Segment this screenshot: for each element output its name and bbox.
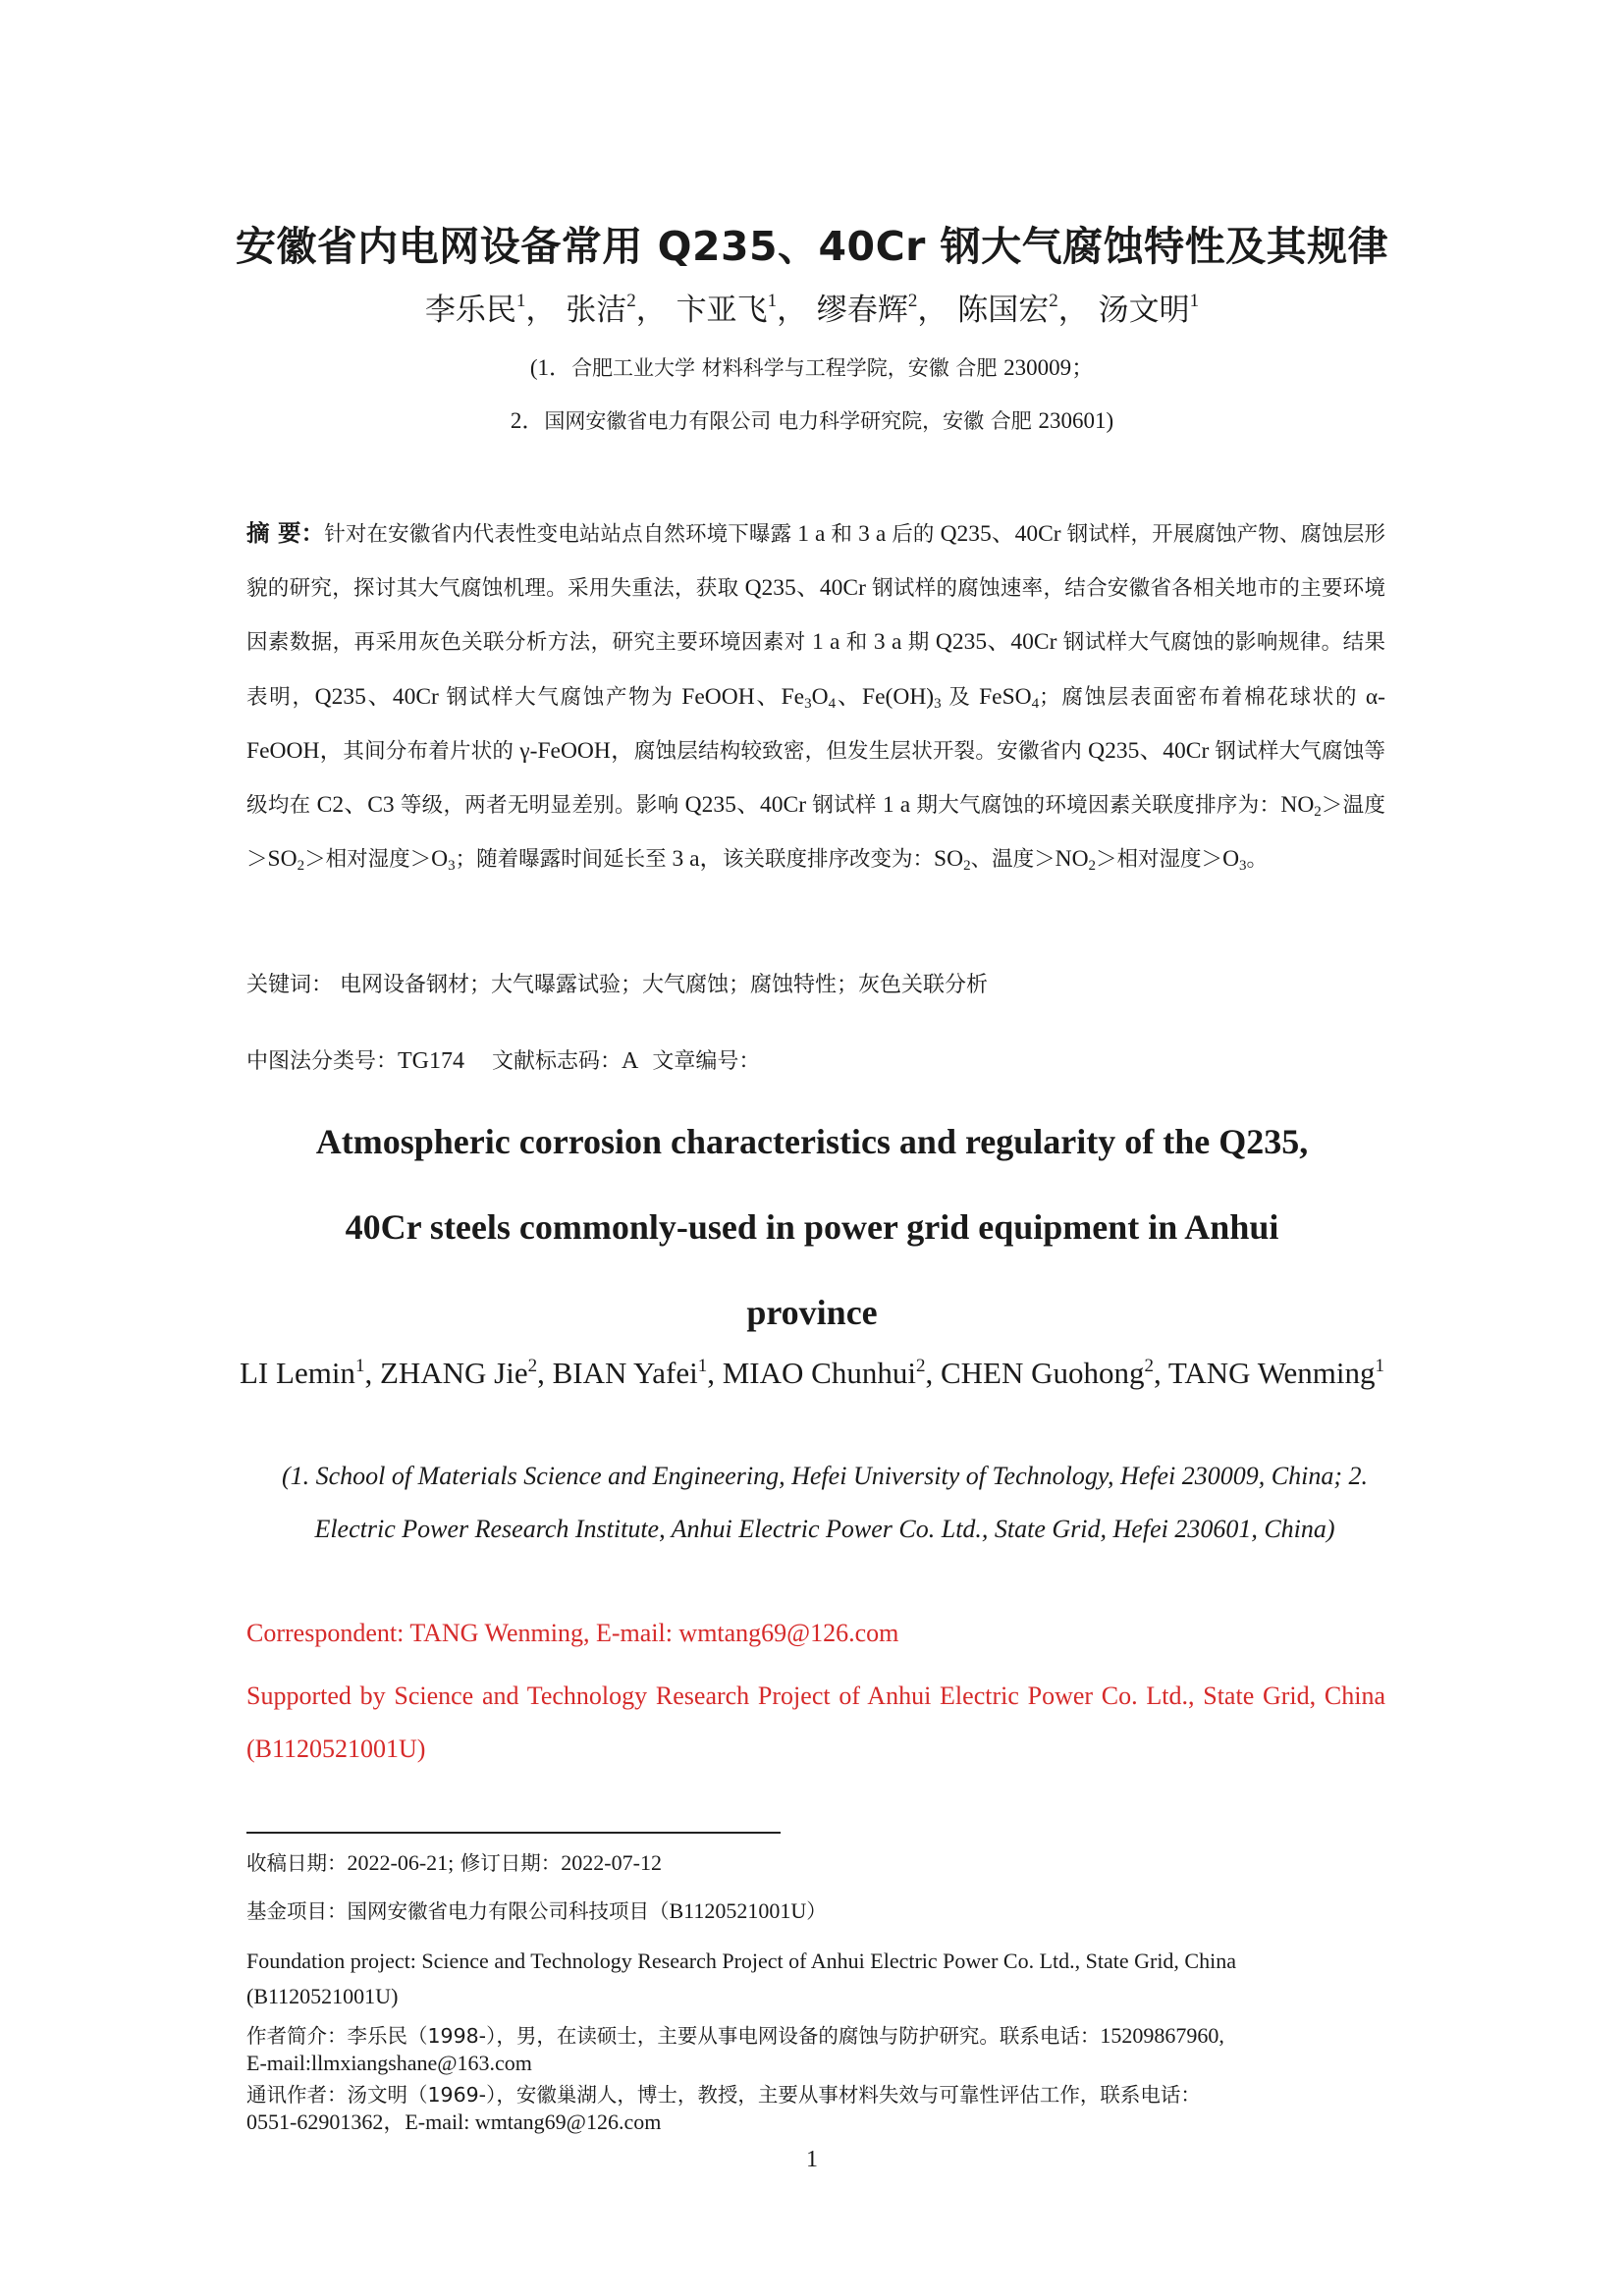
cn-author-sup: 1 xyxy=(515,291,526,311)
en-author: ZHANG Jie xyxy=(379,1356,528,1390)
cn-author-sup: 2 xyxy=(626,291,636,311)
footnote-fund: 基金项目：国网安徽省电力有限公司科技项目（B1120521001U） xyxy=(246,1898,827,1923)
cn-affiliation-2: 2．国网安徽省电力有限公司 电力科学研究院，安徽 合肥 230601) xyxy=(510,408,1114,433)
en-author: CHEN Guohong xyxy=(940,1356,1145,1390)
footnote-corr-intro: 通讯作者：汤文明（1969-），安徽巢湖人，博士，教授，主要从事材料失效与可靠性评估工作，联系电话： 0551-62901362，E-mail: wmtang69@126.com xyxy=(246,2083,1201,2134)
cn-author-sup: 1 xyxy=(767,291,778,311)
cn-keywords: 关键词： 电网设备钢材；大气曝露试验；大气腐蚀；腐蚀特性；灰色关联分析 xyxy=(246,973,988,997)
page-number: 1 xyxy=(806,2147,818,2172)
footnote-rule xyxy=(246,1832,781,1834)
cn-author-list: 李乐民$^1$， 张洁$^2$， 卞亚飞$^1$， 缪春辉$^2$， 陈国宏$^2$， 汤文明$^1$ xyxy=(424,291,1200,328)
cn-author: 陈国宏 xyxy=(957,293,1050,328)
cn-author-sup: 1 xyxy=(1189,291,1200,311)
cn-author: 张洁 xyxy=(566,293,627,328)
en-author: LI Lemin xyxy=(240,1356,355,1390)
cn-title: 安徽省内电网设备常用 Q235、40Cr 钢大气腐蚀特性及其规律 xyxy=(235,223,1389,270)
cn-author-sup: 2 xyxy=(907,291,918,311)
correspondent-line: Correspondent: TANG Wenming, E-mail: wmtang69@126.com xyxy=(246,1619,899,1647)
en-affiliation: (1. School of Materials Science and Engineering, Hefei University of Technology, Hefei 230009, China; 2. Electric Power Research Institute, Anhui Electric Power Co. Ltd., State Grid, Hefei 230601, China) xyxy=(281,1462,1368,1543)
en-author: MIAO Chunhui xyxy=(722,1356,916,1390)
abstract-label: 摘 要： xyxy=(246,519,325,547)
cn-author: 李乐民 xyxy=(424,293,516,328)
en-title-line: province xyxy=(746,1293,878,1332)
footnote-dates: 收稿日期：2022-06-21; 修订日期：2022-07-12 xyxy=(246,1850,662,1875)
cn-author: 汤文明 xyxy=(1098,293,1190,328)
en-title xyxy=(0,1099,1624,1356)
classification-line: 中图法分类号：TG174 文献标志码：A 文章编号： xyxy=(246,1048,761,1074)
footnote-foundation-en: Foundation project: Science and Technology Research Project of Anhui Electric Power Co. Ltd., State Grid, China (B1120521001U) xyxy=(246,1949,1236,2008)
cn-author-sup: 2 xyxy=(1049,291,1058,311)
cn-author: 缪春辉 xyxy=(816,293,908,328)
cn-abstract: 摘 要：针对在安徽省内代表性变电站站点自然环境下曝露 1 a 和 3 a 后的 Q235、40Cr 钢试样，开展腐蚀产物、腐蚀层形貌的研究，探讨其大气腐蚀机理。采用失重法，获取 Q235、40Cr 钢试样的腐蚀速率，结合安徽省各相关地市的主要环境因素数据，再采用灰色关联分析方法，研究主要环境因素对 1 a 和 3 a 期 Q235、40Cr 钢试样大气腐蚀的影响规律。结果表明，Q235、40Cr 钢试样大气腐蚀产物为 FeOOH、$Fe_3O_4$、$Fe(OH)_3$ 及 FeSO$_4$；腐蚀层表面密布着棉花球状的 α-FeOOH，其间分布着片状的 γ-FeOOH，腐蚀层结构较致密，但发生层状开裂。安徽省内 Q235、40Cr 钢试样大气腐蚀等级均在 C2、C3 等级，两者无明显差别。影响 Q235、40Cr 钢试样 1 a 期大气腐蚀的环境因素关联度排序为：$NO_2>$温度$>SO_2>$相对湿度$>O_3$；随着曝露时间延长至 3 a，该关联度排序改变为：$SO_2$、温度$>NO_2>$相对湿度$>O_3$。 xyxy=(246,519,1385,875)
supported-by: Supported by Science and Technology Research Project of Anhui Electric Power Co. Ltd., State Grid, China (B1120521001U) xyxy=(246,1682,1385,1763)
en-title-line: Atmospheric corrosion characteristics and regularity of the Q235, xyxy=(315,1122,1309,1161)
en-author-list: LI Lemin$^1$, ZHANG Jie$^2$, BIAN Yafei$^1$, MIAO Chunhui$^2$, CHEN Guohong$^2$, TANG Wenming$^1$ xyxy=(240,1356,1384,1390)
en-author: TANG Wenming xyxy=(1167,1356,1376,1390)
en-title-line: 40Cr steels commonly-used in power grid equipment in Anhui xyxy=(345,1207,1279,1247)
cn-affiliation-1: (1．合肥工业大学 材料科学与工程学院，安徽 合肥 230009； xyxy=(529,355,1095,380)
footnote-author-intro: 作者简介：李乐民（1998-），男，在读硕士，主要从事电网设备的腐蚀与防护研究。联系电话：15209867960, E-mail:llmxiangshane@163.com xyxy=(246,2023,1224,2075)
en-author: BIAN Yafei xyxy=(552,1356,698,1390)
cn-author: 卞亚飞 xyxy=(676,293,768,328)
